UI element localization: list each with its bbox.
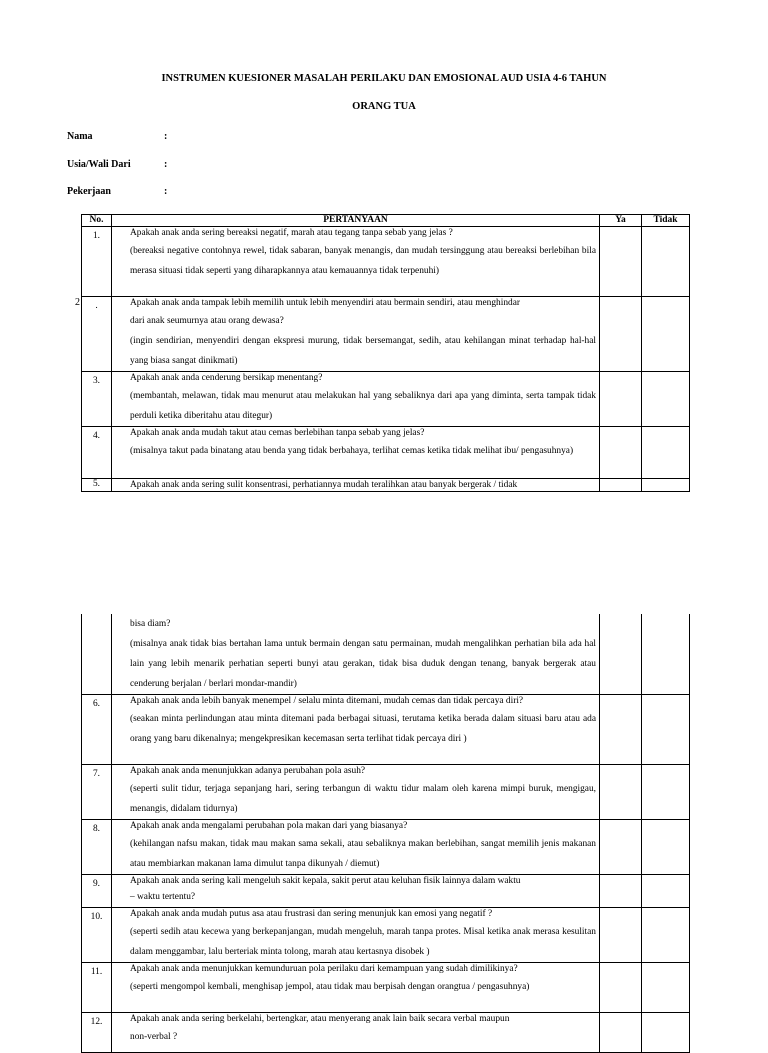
row-number: 4. [82, 427, 112, 479]
answer-tidak-cell[interactable] [642, 297, 690, 372]
field-colon-pekerjaan: : [164, 186, 168, 197]
answer-tidak-cell[interactable] [642, 765, 690, 820]
row-number: 3. [82, 372, 112, 427]
answer-tidak-cell[interactable] [642, 372, 690, 427]
answer-ya-cell[interactable] [600, 372, 642, 427]
question-text: Apakah anak anda menunjukkan adanya perubahan pola asuh? [130, 766, 366, 776]
question-cell [112, 227, 600, 297]
question-cell [112, 372, 600, 427]
answer-tidak-cell[interactable] [642, 1013, 690, 1053]
question-detail: (seperti sulit tidur, terjaga sepanjang hari, sering terbangun di waktu tidur malam oleh karena mimpi buruk, mengigau, menangis, didalam tidurnya) [130, 784, 596, 814]
header-pertanyaan: PERTANYAAN [112, 215, 600, 227]
document-subtitle: ORANG TUA [352, 101, 416, 112]
question-cell [112, 695, 600, 765]
header-ya: Ya [600, 215, 642, 227]
question-detail: (seakan minta perlindungan atau minta ditemani pada berbagai situasi, terutama ketika berada dalam situasi baru atau ada orang yang baru dikenalnya; mengekpresikan kecemasan serta terlihat tidak percaya diri ) [130, 714, 596, 744]
row-number: 8. [82, 820, 112, 875]
field-label-pekerjaan: Pekerjaan [67, 186, 111, 197]
question-cell [112, 614, 600, 695]
answer-tidak-cell[interactable] [642, 820, 690, 875]
question-text: Apakah anak anda sering bereaksi negatif, marah atau tegang tanpa sebab yang jelas ? [130, 228, 453, 238]
question-cell [112, 1013, 600, 1053]
answer-tidak-cell[interactable] [642, 875, 690, 908]
question-cell [112, 963, 600, 1013]
question-detail: (seperti sedih atau kecewa yang berkepanjangan, mudah mengeluh, marah tanpa protes. Misal ketika anak merasa kesulitan dalam menggambar, lalu berteriak minta tolong, marah atau kertasnya disobek ) [130, 927, 596, 957]
question-detail: dari anak seumurnya atau orang dewasa? (ingin sendirian, menyendiri dengan ekspresi murung, tidak bersemangat, sedih, atau kehilangan minat terhadap hal-hal yang biasa sangat dinikmati) [130, 316, 596, 366]
table-row [82, 908, 690, 963]
table-row [82, 1013, 690, 1053]
answer-tidak-cell[interactable] [642, 614, 690, 695]
question-detail: non-verbal ? [130, 1032, 178, 1042]
table-row [82, 479, 690, 492]
row-number: 10. [82, 908, 112, 963]
question-detail: (seperti mengompol kembali, menghisap jempol, atau tidak mau berpisah dengan orangtua / pengasuhnya) [130, 982, 530, 992]
answer-ya-cell[interactable] [600, 1013, 642, 1053]
answer-tidak-cell[interactable] [642, 963, 690, 1013]
question-detail: (misalnya anak tidak bias bertahan lama untuk bermain dengan satu permainan, mudah mengalihkan perhatian bila ada hal lain yang lebih menarik perhatian seperti bunyi atau gerakan, tidak bisa duduk dengan tenang, banyak bergerak atau cenderung berjalan / berlari mondar-mandir) [130, 639, 596, 689]
question-text: Apakah anak anda cenderung bersikap menentang? [130, 373, 323, 383]
question-text: Apakah anak anda tampak lebih memilih untuk lebih menyendiri atau bermain sendiri, atau menghindar [130, 298, 520, 308]
answer-ya-cell[interactable] [600, 820, 642, 875]
answer-ya-cell[interactable] [600, 427, 642, 479]
question-text: Apakah anak anda menunjukkan kemunduruan pola perilaku dari kemampuan yang sudah dimilikinya? [130, 964, 518, 974]
answer-tidak-cell[interactable] [642, 695, 690, 765]
question-detail: (bereaksi negative contohnya rewel, tidak sabaran, banyak menangis, dan mudah tersinggung atau bereaksi berlebihan bila merasa situasi tidak seperti yang diharapkannya atau kemauannya tidak terpenuhi) [130, 246, 596, 276]
table-header-row [82, 215, 690, 227]
question-detail: (misalnya takut pada binatang atau benda yang tidak berbahaya, terlihat cemas ketika tidak melihat ibu/ pengasuhnya) [130, 446, 574, 456]
row-number: 5. [82, 479, 112, 492]
table-row [82, 372, 690, 427]
row-number: 11. [82, 963, 112, 1013]
row-number: . [82, 297, 112, 372]
field-label-usia: Usia/Wali Dari [67, 159, 131, 170]
question-text: Apakah anak anda sering kali mengeluh sakit kepala, sakit perut atau keluhan fisik lainnya dalam waktu [130, 876, 521, 886]
answer-ya-cell[interactable] [600, 227, 642, 297]
answer-ya-cell[interactable] [600, 614, 642, 695]
table-row [82, 765, 690, 820]
row-number: 12. [82, 1013, 112, 1053]
question-text: Apakah anak anda lebih banyak menempel / selalu minta ditemani, mudah cemas dan tidak percaya diri? [130, 696, 524, 706]
answer-ya-cell[interactable] [600, 297, 642, 372]
question-cell [112, 875, 600, 908]
question-cell [112, 479, 600, 492]
answer-ya-cell[interactable] [600, 908, 642, 963]
answer-tidak-cell[interactable] [642, 479, 690, 492]
row-number: 6. [82, 695, 112, 765]
answer-ya-cell[interactable] [600, 695, 642, 765]
answer-ya-cell[interactable] [600, 479, 642, 492]
row-number: 7. [82, 765, 112, 820]
answer-tidak-cell[interactable] [642, 427, 690, 479]
table-row [82, 695, 690, 765]
answer-tidak-cell[interactable] [642, 227, 690, 297]
stray-number-mark: 2 [75, 297, 80, 308]
answer-ya-cell[interactable] [600, 875, 642, 908]
document-title: INSTRUMEN KUESIONER MASALAH PERILAKU DAN EMOSIONAL AUD USIA 4-6 TAHUN [161, 73, 607, 84]
table-row-continuation [82, 614, 690, 695]
header-no: No. [82, 215, 112, 227]
questionnaire-table-page1 [81, 214, 690, 492]
table-row [82, 875, 690, 908]
question-cell [112, 820, 600, 875]
questionnaire-table-page2 [81, 614, 690, 1053]
question-text: Apakah anak anda mudah takut atau cemas berlebihan tanpa sebab yang jelas? [130, 428, 425, 438]
table-row [82, 227, 690, 297]
answer-tidak-cell[interactable] [642, 908, 690, 963]
field-label-nama: Nama [67, 131, 93, 142]
question-cell [112, 765, 600, 820]
question-text: Apakah anak anda mengalami perubahan pola makan dari yang biasanya? [130, 821, 408, 831]
question-cell [112, 908, 600, 963]
question-cell [112, 297, 600, 372]
question-text: Apakah anak anda mudah putus asa atau frustrasi dan sering menunjuk kan emosi yang negatif ? [130, 909, 493, 919]
question-text: bisa diam? [130, 619, 171, 629]
question-cell [112, 427, 600, 479]
field-colon-nama: : [164, 131, 168, 142]
table-row [82, 427, 690, 479]
answer-ya-cell[interactable] [600, 765, 642, 820]
table-row [82, 297, 690, 372]
question-text: Apakah anak anda sering berkelahi, bertengkar, atau menyerang anak lain baik secara verbal maupun [130, 1014, 510, 1024]
row-number: 1. [82, 227, 112, 297]
table-row [82, 820, 690, 875]
table-row [82, 963, 690, 1013]
question-text: Apakah anak anda sering sulit konsentrasi, perhatiannya mudah teralihkan atau banyak bergerak / tidak [130, 480, 518, 490]
question-detail: – waktu tertentu? [130, 892, 196, 902]
header-tidak: Tidak [642, 215, 690, 227]
row-number: 9. [82, 875, 112, 908]
field-colon-usia: : [164, 159, 168, 170]
question-detail: (kehilangan nafsu makan, tidak mau makan sama sekali, atau sebaliknya makan berlebihan, sangat memilih jenis makanan atau membiarkan makanan lama dimulut tanpa dikunyah / diemut) [130, 839, 596, 869]
answer-ya-cell[interactable] [600, 963, 642, 1013]
question-detail: (membantah, melawan, tidak mau menurut atau melakukan hal yang sebaliknya dari apa yang diminta, serta tampak tidak perduli ketika diberitahu atau ditegur) [130, 391, 596, 421]
